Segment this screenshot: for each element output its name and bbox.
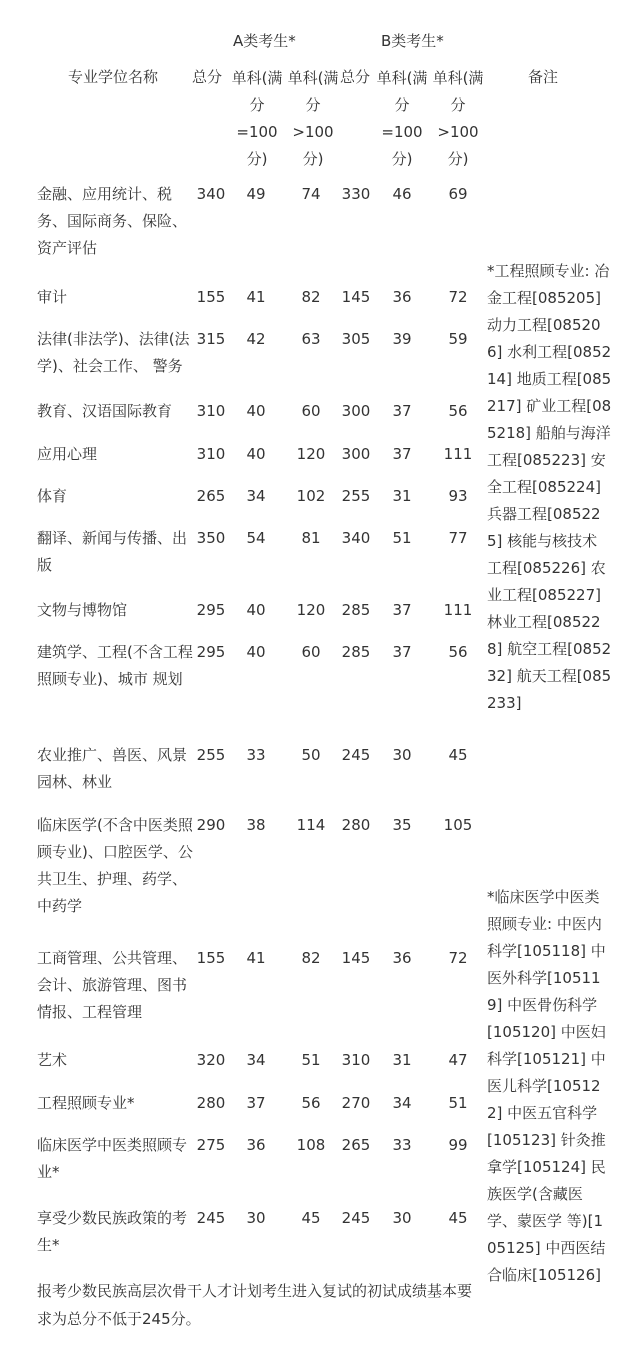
row-score-b-total: 255	[341, 487, 371, 505]
row-score-a-s2: 56	[301, 1094, 321, 1112]
row-score-a-total: 245	[196, 1209, 226, 1227]
row-score-a-s2: 60	[301, 402, 321, 420]
row-score-a-s1: 41	[246, 949, 266, 967]
row-major-name: 审计	[37, 288, 68, 306]
row-score-a-s1: 40	[246, 445, 266, 463]
row-score-b-s2: 77	[448, 529, 468, 547]
row-score-b-total: 280	[341, 816, 371, 834]
row-score-b-s1: 37	[392, 643, 412, 661]
row-score-b-s2: 59	[448, 330, 468, 348]
row-score-a-s1: 30	[246, 1209, 266, 1227]
row-score-a-s1: 34	[246, 1051, 266, 1069]
row-score-b-s1: 37	[392, 402, 412, 420]
row-score-b-total: 300	[341, 402, 371, 420]
row-major-name: 工程照顾专业*	[37, 1094, 135, 1112]
row-major-name: 应用心理	[37, 445, 98, 463]
row-score-b-total: 285	[341, 643, 371, 661]
row-score-b-total: 300	[341, 445, 371, 463]
row-score-a-s2: 120	[296, 601, 326, 619]
row-score-b-s2: 56	[448, 402, 468, 420]
row-score-b-s1: 37	[392, 445, 412, 463]
row-score-b-s2: 99	[448, 1136, 468, 1154]
row-score-a-total: 320	[196, 1051, 226, 1069]
row-score-b-s2: 45	[448, 1209, 468, 1227]
group-b-header: B类考生*	[381, 32, 444, 50]
row-score-b-s2: 45	[448, 746, 468, 764]
row-score-a-total: 315	[196, 330, 226, 348]
row-score-a-total: 155	[196, 949, 226, 967]
row-score-b-s1: 51	[392, 529, 412, 547]
row-score-b-s2: 93	[448, 487, 468, 505]
row-score-b-s1: 30	[392, 746, 412, 764]
row-major-name: 临床医学中医类照顾专业*	[37, 1136, 188, 1181]
row-major-name: 艺术	[37, 1051, 68, 1069]
row-score-b-s1: 35	[392, 816, 412, 834]
row-score-a-s1: 49	[246, 185, 266, 203]
row-score-a-s2: 60	[301, 643, 321, 661]
row-score-b-s2: 111	[443, 445, 473, 463]
row-score-b-s1: 36	[392, 949, 412, 967]
row-score-a-total: 310	[196, 445, 226, 463]
row-score-a-s1: 36	[246, 1136, 266, 1154]
row-score-a-s2: 45	[301, 1209, 321, 1227]
row-score-a-s1: 40	[246, 643, 266, 661]
row-score-a-total: 155	[196, 288, 226, 306]
note-engineering: *工程照顾专业: 冶金工程[085205] 动力工程[085206] 水利工程[085214] 地质工程[085217] 矿业工程[085218] 船舶与海洋工程[085223] 安全工程[085224] 兵器工程[085225] 核能与核技术工程[085226] 农业工程[085227] 林业工程[085228] 航空工程[085232] 航天工程[085233]	[487, 262, 612, 712]
row-score-a-s2: 82	[301, 949, 321, 967]
row-score-a-total: 340	[196, 185, 226, 203]
row-score-b-s2: 47	[448, 1051, 468, 1069]
row-score-a-s2: 108	[296, 1136, 326, 1154]
row-score-b-s2: 72	[448, 949, 468, 967]
row-score-a-total: 290	[196, 816, 226, 834]
row-score-b-s2: 56	[448, 643, 468, 661]
row-score-b-total: 245	[341, 1209, 371, 1227]
row-score-a-s2: 50	[301, 746, 321, 764]
group-a-header: A类考生*	[233, 32, 296, 50]
row-major-name: 教育、汉语国际教育	[37, 402, 173, 420]
row-score-b-s1: 36	[392, 288, 412, 306]
row-score-b-s1: 30	[392, 1209, 412, 1227]
row-score-b-s2: 105	[443, 816, 473, 834]
row-score-a-s1: 40	[246, 601, 266, 619]
row-score-b-s2: 69	[448, 185, 468, 203]
row-score-b-s2: 51	[448, 1094, 468, 1112]
row-score-a-s2: 114	[296, 816, 326, 834]
row-major-name: 工商管理、公共管理、会计、旅游管理、图书情报、工程管理	[37, 949, 188, 1021]
row-score-a-total: 295	[196, 643, 226, 661]
column-header-b-total: 总分	[340, 68, 371, 86]
row-major-name: 建筑学、工程(不含工程照顾专业)、城市 规划	[37, 643, 193, 688]
row-score-b-s1: 31	[392, 1051, 412, 1069]
row-score-a-total: 255	[196, 746, 226, 764]
row-score-a-total: 295	[196, 601, 226, 619]
row-major-name: 临床医学(不含中医类照顾专业)、口腔医学、公共卫生、护理、药学、中药学	[37, 816, 193, 915]
column-header-remarks: 备注	[528, 68, 559, 86]
row-score-a-s1: 42	[246, 330, 266, 348]
row-major-name: 体育	[37, 487, 68, 505]
column-header-a-single-gt100: 单科(满 分 >100 分)	[287, 69, 339, 168]
row-score-b-s2: 72	[448, 288, 468, 306]
column-header-a-single-100: 单科(满 分 =100 分)	[231, 69, 283, 168]
column-header-b-single-100: 单科(满 分 =100 分)	[376, 69, 428, 168]
column-header-a-total: 总分	[192, 68, 223, 86]
row-score-a-total: 265	[196, 487, 226, 505]
row-score-a-total: 275	[196, 1136, 226, 1154]
column-header-name: 专业学位名称	[68, 68, 159, 86]
row-score-a-s1: 34	[246, 487, 266, 505]
row-major-name: 金融、应用统计、税务、国际商务、保险、资产评估	[37, 185, 188, 257]
row-score-b-total: 265	[341, 1136, 371, 1154]
row-score-a-s1: 54	[246, 529, 266, 547]
row-score-b-s1: 33	[392, 1136, 412, 1154]
row-score-a-s1: 38	[246, 816, 266, 834]
row-score-b-s1: 39	[392, 330, 412, 348]
row-score-b-total: 330	[341, 185, 371, 203]
row-score-a-s2: 74	[301, 185, 321, 203]
row-score-a-s2: 82	[301, 288, 321, 306]
row-score-b-total: 310	[341, 1051, 371, 1069]
row-score-b-total: 145	[341, 949, 371, 967]
row-major-name: 农业推广、兽医、风景园林、林业	[37, 746, 188, 791]
row-score-a-s1: 33	[246, 746, 266, 764]
row-score-a-total: 280	[196, 1094, 226, 1112]
row-score-a-s2: 102	[296, 487, 326, 505]
row-score-b-s1: 46	[392, 185, 412, 203]
row-score-a-total: 350	[196, 529, 226, 547]
column-header-b-single-gt100: 单科(满 分 >100 分)	[432, 69, 484, 168]
row-score-a-s2: 51	[301, 1051, 321, 1069]
row-score-b-s1: 37	[392, 601, 412, 619]
row-major-name: 文物与博物馆	[37, 601, 128, 619]
row-score-b-total: 340	[341, 529, 371, 547]
row-major-name: 法律(非法学)、法律(法学)、社会工作、 警务	[37, 330, 190, 375]
row-score-a-s1: 41	[246, 288, 266, 306]
row-score-b-s1: 34	[392, 1094, 412, 1112]
row-score-a-total: 310	[196, 402, 226, 420]
row-score-a-s2: 81	[301, 529, 321, 547]
row-score-a-s1: 40	[246, 402, 266, 420]
row-score-a-s2: 63	[301, 330, 321, 348]
row-score-a-s1: 37	[246, 1094, 266, 1112]
row-score-b-s2: 111	[443, 601, 473, 619]
note-tcm: *临床医学中医类照顾专业: 中医内科学[105118] 中医外科学[105119] 中医骨伤科学[105120] 中医妇科学[105121] 中医儿科学[105122] 中医五官科学[105123] 针灸推拿学[105124] 民族医学(含藏医学、蒙医学 等)[105125] 中西医结合临床[105126]	[487, 888, 606, 1284]
row-score-b-total: 285	[341, 601, 371, 619]
row-score-a-s2: 120	[296, 445, 326, 463]
row-score-b-total: 270	[341, 1094, 371, 1112]
row-score-b-total: 145	[341, 288, 371, 306]
footer-note: 报考少数民族高层次骨干人才计划考生进入复试的初试成绩基本要求为总分不低于245分。	[37, 1282, 473, 1328]
row-score-b-s1: 31	[392, 487, 412, 505]
row-major-name: 翻译、新闻与传播、出版	[37, 529, 188, 574]
row-major-name: 享受少数民族政策的考生*	[37, 1209, 188, 1254]
row-score-b-total: 305	[341, 330, 371, 348]
row-score-b-total: 245	[341, 746, 371, 764]
